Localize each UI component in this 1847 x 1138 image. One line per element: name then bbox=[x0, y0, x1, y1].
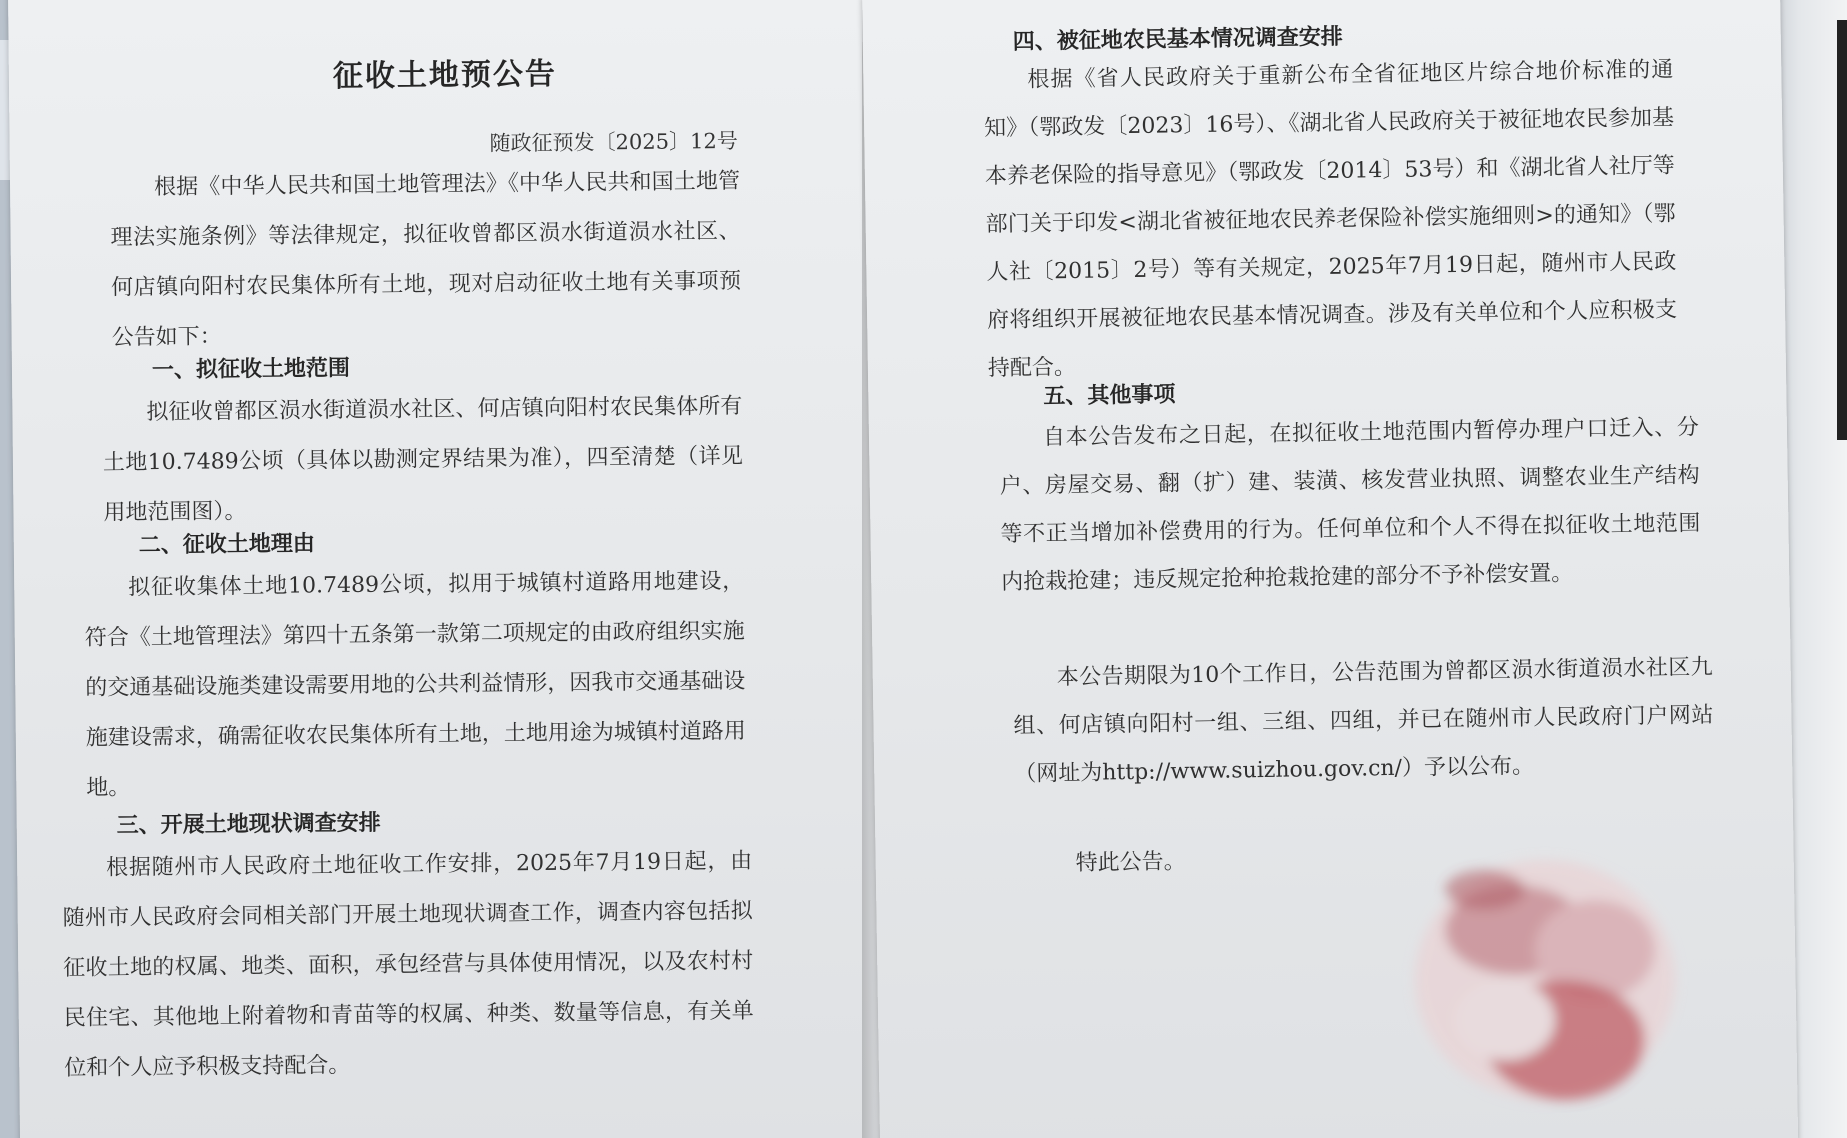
section5-text-1: 自本公告发布之日起，在拟征收土地范围内暂停办理户口迁入、分户、房屋交易、翻（扩）建、装潢、核发营业执照、调整农业生产结构等不正当增加补偿费用的行为。任何单位和个人不得在拟征收土地范围内抢栽抢建；违反规定抢种抢栽抢建的部分不予补偿安置。 bbox=[999, 415, 1701, 596]
section2-heading: 二、征收土地理由 bbox=[138, 531, 315, 559]
section3-heading: 三、开展土地现状调查安排 bbox=[116, 810, 381, 839]
intro-paragraph: 根据《中华人民共和国土地管理法》《中华人民共和国土地管理法实施条例》等法律规定，拟征收曾都区涢水街道涢水社区、何店镇向阳村农民集体所有土地，现对启动征收土地有关事项预公告如下： bbox=[110, 168, 742, 351]
section2-text: 拟征收集体土地10.7489公顷，拟用于城镇村道路用地建设，符合《土地管理法》第四十五条第一款第二项规定的由政府组织实施的交通基础设施类建设需要用地的公共利益情形，因我市交通基础设施建设需求，确需征收农民集体所有土地，土地用途为城镇村道路用地。 bbox=[84, 568, 746, 801]
section5-text-2: 本公告期限为10个工作日，公告范围为曾都区涢水街道涢水社区九组、何店镇向阳村一组、三组、四组，并已在随州市人民政府门户网站（网址为http://www.suizhou.gov.cn/）予以公布。 bbox=[1013, 654, 1714, 787]
section1-heading: 一、拟征收土地范围 bbox=[151, 356, 351, 384]
section5-heading: 五、其他事项 bbox=[1043, 382, 1176, 410]
section4-text: 根据《省人民政府关于重新公布全省征地区片综合地价标准的通知》（鄂政发〔2023〕16号）、《湖北省人民政府关于被征地农民参加基本养老保险的指导意见》（鄂政发〔2014〕53号）和《湖北省人社厅等部门关于印发<湖北省被征地农民养老保险补偿实施细则>的通知》（鄂人社〔2015〕2号）等有关规定，2025年7月19日起，随州市人民政府将组织开展被征地农民基本情况调查。涉及有关单位和个人应积极支持配合。 bbox=[983, 57, 1678, 382]
section3-text: 根据随州市人民政府土地征收工作安排，2025年7月19日起，由随州市人民政府会同相关部门开展土地现状调查工作，调查内容包括拟征收土地的权属、地类、面积，承包经营与具体使用情况，以及农村村民住宅、其他地上附着物和青苗等的权属、种类、数量等信息，有关单位和个人应予积极支持配合。 bbox=[62, 848, 754, 1082]
notice-page-left bbox=[8, 0, 892, 1138]
section4-heading: 四、被征地农民基本情况调查安排 bbox=[1012, 24, 1343, 55]
background-dark-strip bbox=[1837, 20, 1847, 440]
document-number: 随政征预发〔2025〕12号 bbox=[489, 128, 738, 156]
section1-text: 拟征收曾都区涢水街道涢水社区、何店镇向阳村农民集体所有土地10.7489公顷（具体以勘测定界结果为准），四至清楚（详见用地范围图）。 bbox=[102, 393, 744, 526]
official-seal-icon bbox=[1395, 830, 1695, 1130]
notice-title: 征收土地预公告 bbox=[332, 56, 558, 95]
closing-text: 特此公告。 bbox=[1075, 849, 1186, 876]
